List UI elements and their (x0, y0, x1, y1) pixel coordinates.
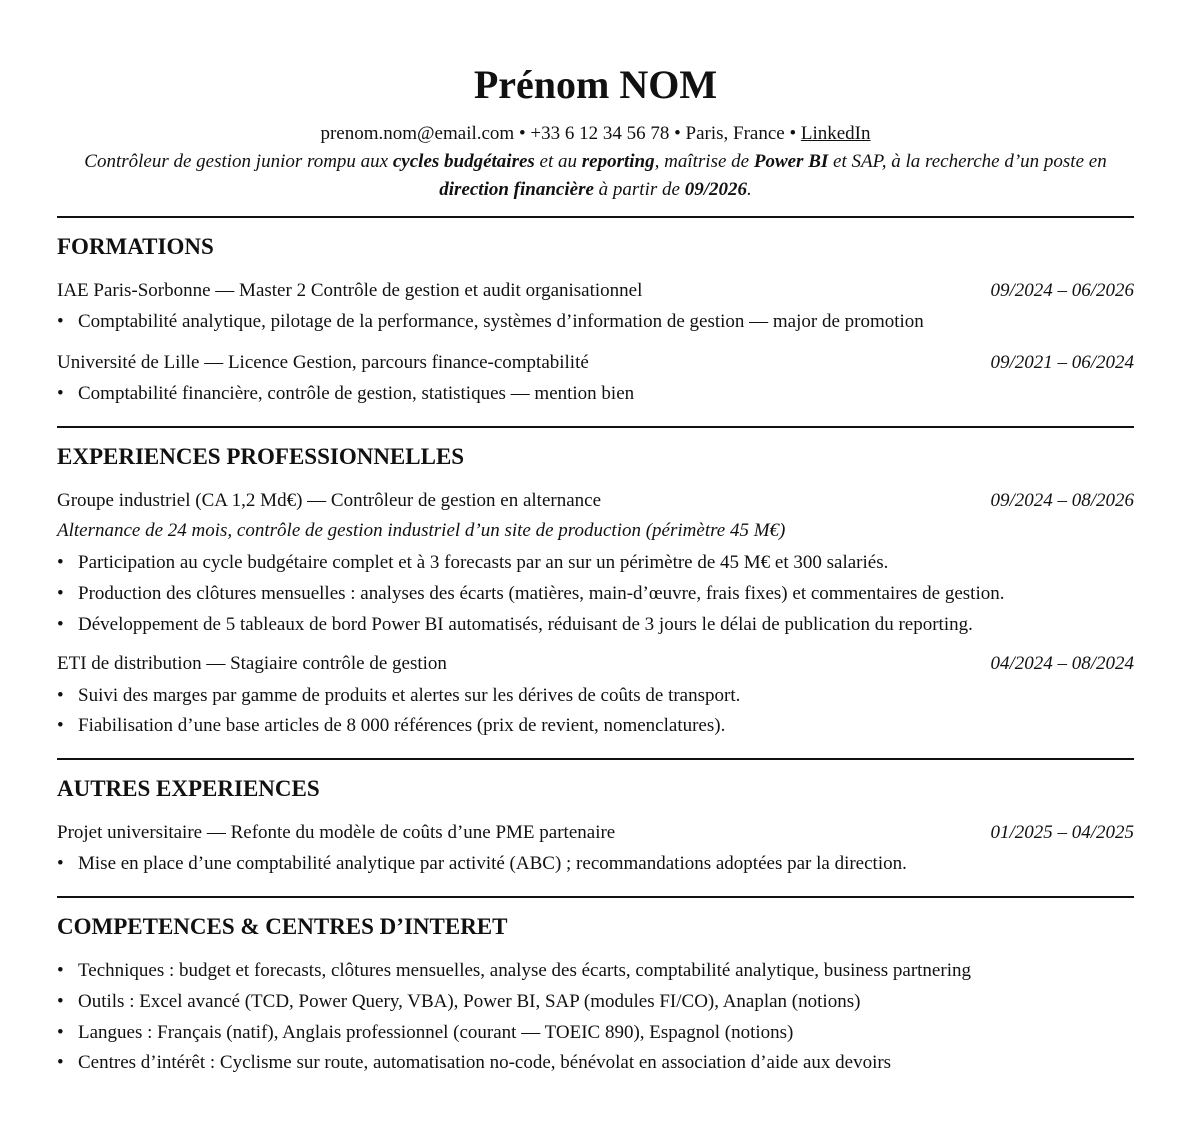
entry-dates: 04/2024 – 08/2024 (990, 653, 1134, 674)
entry-header (57, 652, 1134, 676)
bullet-item: • Langues : Français (natif), Anglais professionnel (courant — TOEIC 890), Espagnol (notions) (57, 1021, 1134, 1045)
bullet-item: • Fiabilisation d’une base articles de 8 000 références (prix de revient, nomenclatures). (57, 714, 1134, 738)
bullet-item: • Production des clôtures mensuelles : analyses des écarts (matières, main-d’œuvre, frais fixes) et commentaires de gestion. (57, 582, 1134, 606)
summary-text: et au (534, 151, 582, 172)
summary-text: à partir de (593, 179, 685, 200)
phone-text: +33 6 12 34 56 78 (530, 123, 670, 144)
separator: • (669, 123, 686, 144)
bullet-item: • Mise en place d’une comptabilité analytique par activité (ABC) ; recommandations adoptées par la direction. (57, 852, 1134, 876)
bullet-list (57, 959, 1134, 1075)
bullet-item: • Suivi des marges par gamme de produits et alertes sur les dérives de coûts de transport. (57, 684, 1134, 708)
entry-heading: ETI de distribution — Stagiaire contrôle de gestion (57, 653, 447, 674)
location-text: Paris, France (685, 123, 785, 144)
section-title-formations: FORMATIONS (57, 234, 214, 259)
entry-heading: IAE Paris-Sorbonne — Master 2 Contrôle de gestion et audit organisationnel (57, 280, 643, 301)
entry-subtitle: Alternance de 24 mois, contrôle de gestion industriel d’un site de production (périmètre 45 M€) (57, 520, 786, 541)
summary-text: . (746, 179, 752, 200)
candidate-name: Prénom NOM (473, 62, 718, 107)
bullet-item: • Techniques : budget et forecasts, clôtures mensuelles, analyse des écarts, comptabilité analytique, business partnering (57, 959, 1134, 983)
entry-heading: Projet universitaire — Refonte du modèle de coûts d’une PME partenaire (57, 822, 616, 843)
bullet-item: • Comptabilité financière, contrôle de gestion, statistiques — mention bien (57, 382, 1134, 406)
summary-highlight: direction financière (439, 179, 594, 200)
email-text: prenom.nom@email.com (320, 123, 515, 144)
entry-header (57, 821, 1134, 845)
bullet-item: • Développement de 5 tableaux de bord Power BI automatisés, réduisant de 3 jours le délai de publication du reporting. (57, 613, 1134, 637)
contact-line (57, 122, 1134, 146)
summary-text: , maîtrise de (654, 151, 754, 172)
bullet-list (57, 852, 1134, 876)
bullet-list (57, 382, 1134, 406)
entry-dates: 09/2024 – 08/2026 (990, 490, 1134, 511)
summary-highlight: cycles budgétaires (392, 151, 535, 172)
separator: • (514, 123, 531, 144)
section-title-experiences: EXPERIENCES PROFESSIONNELLES (57, 444, 465, 469)
bullet-item: • Centres d’intérêt : Cyclisme sur route, automatisation no-code, bénévolat en association d’aide aux devoirs (57, 1051, 1134, 1075)
bullet-list (57, 551, 1134, 637)
bullet-item: • Comptabilité analytique, pilotage de la performance, systèmes d’information de gestion — major de promotion (57, 310, 1134, 334)
summary-highlight: 09/2026 (684, 179, 747, 200)
entry-heading: Groupe industriel (CA 1,2 Md€) — Contrôleur de gestion en alternance (57, 490, 602, 511)
entry-dates: 09/2021 – 06/2024 (990, 352, 1134, 373)
bullet-list (57, 684, 1134, 738)
entry-header (57, 279, 1134, 303)
section-divider (57, 216, 1134, 218)
summary-highlight: reporting (581, 151, 655, 172)
summary-text: Contrôleur de gestion junior rompu aux (84, 151, 393, 172)
entry-dates: 01/2025 – 04/2025 (990, 822, 1134, 843)
section-divider (57, 426, 1134, 428)
section-title-autres: AUTRES EXPERIENCES (57, 776, 320, 801)
section-divider (57, 896, 1134, 898)
summary-text: et SAP, à la recherche d’un poste en (828, 151, 1107, 172)
linkedin-link[interactable]: LinkedIn (800, 123, 871, 144)
entry-header (57, 351, 1134, 375)
section-title-competences: COMPETENCES & CENTRES D’INTERET (57, 914, 508, 939)
bullet-list (57, 310, 1134, 334)
summary-highlight: Power BI (753, 151, 829, 172)
bullet-item: • Participation au cycle budgétaire complet et à 3 forecasts par an sur un périmètre de 45 M€ et 300 salariés. (57, 551, 1134, 575)
section-divider (57, 758, 1134, 760)
separator: • (784, 123, 801, 144)
profile-summary (57, 148, 1134, 204)
entry-heading: Université de Lille — Licence Gestion, parcours finance-comptabilité (57, 352, 589, 373)
bullet-item: • Outils : Excel avancé (TCD, Power Query, VBA), Power BI, SAP (modules FI/CO), Anaplan (notions) (57, 990, 1134, 1014)
entry-header (57, 489, 1134, 513)
entry-dates: 09/2024 – 06/2026 (990, 280, 1134, 301)
